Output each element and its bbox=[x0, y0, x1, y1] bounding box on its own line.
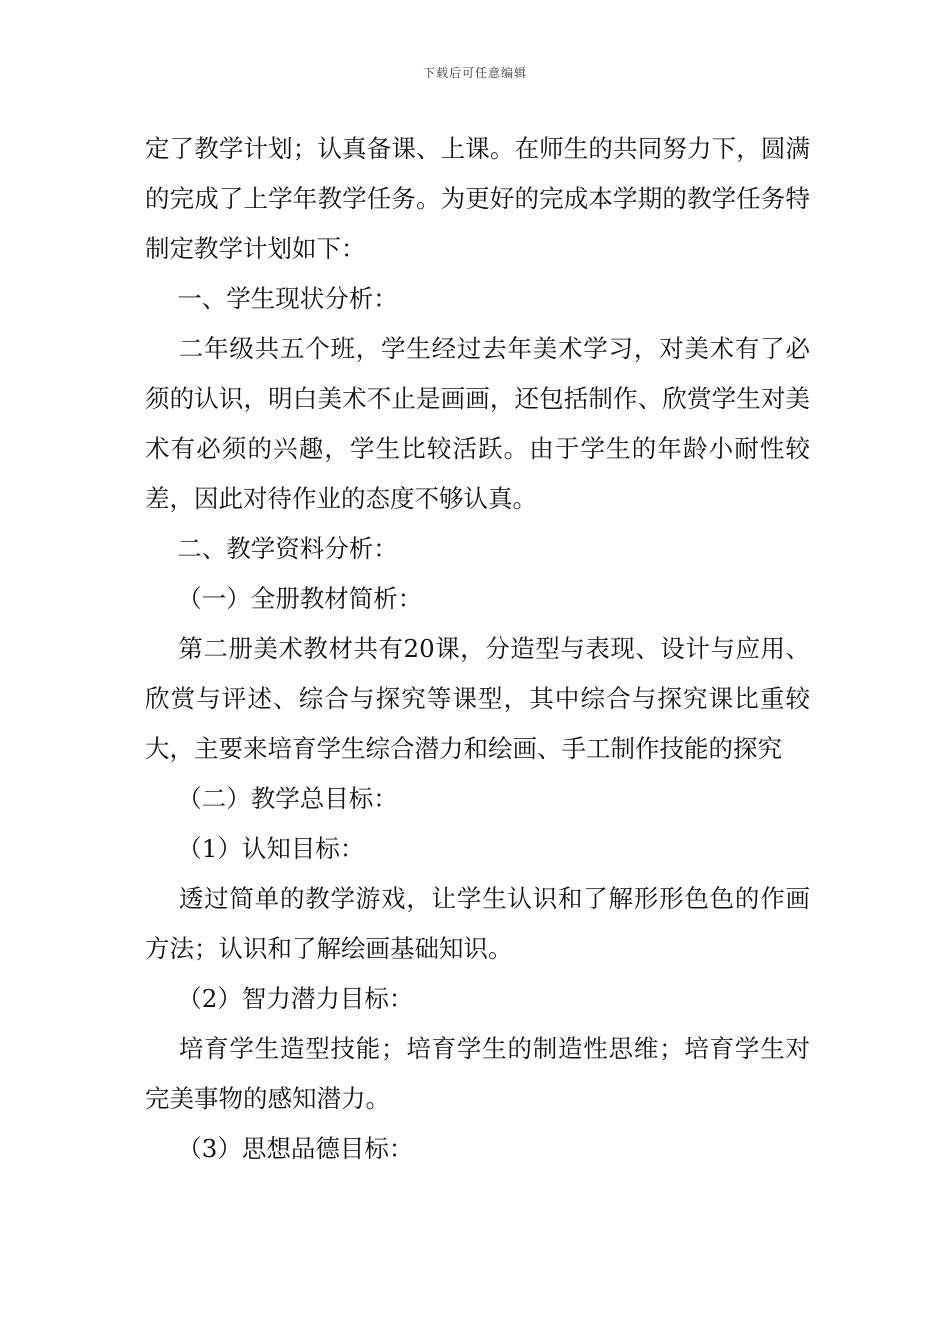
subheading-teaching-goals: （二）教学总目标： bbox=[145, 784, 398, 813]
paragraph-student-analysis: 二年级共五个班，学生经过去年美术学习，对美术有了必须的认识，明白美术不止是画画，还包括制作、欣赏学生对美术有必须的兴趣，学生比较活跃。由于学生的年龄小耐性较差，因此对待作业的态度不够认真。 bbox=[145, 334, 810, 513]
document-body bbox=[145, 124, 810, 1174]
subheading-moral-goal: （3）思想品德目标： bbox=[145, 1134, 414, 1163]
page-header: 下载后可任意编辑 bbox=[422, 66, 527, 80]
subheading-cognitive-goal: （1）认知目标： bbox=[145, 834, 365, 863]
subheading-textbook-overview: （一）全册教材简析： bbox=[145, 584, 423, 613]
paragraph-cognitive-goal: 透过简单的教学游戏，让学生认识和了解形形色色的作画方法；认识和了解绘画基础知识。 bbox=[145, 884, 810, 963]
paragraph-textbook-overview: 第二册美术教材共有20课，分造型与表现、设计与应用、欣赏与评述、综合与探究等课型，其中综合与探究课比重较大，主要来培育学生综合潜力和绘画、手工制作技能的探究 bbox=[145, 634, 810, 763]
heading-material-analysis: 二、教学资料分析： bbox=[145, 534, 398, 563]
paragraph-intro: 定了教学计划；认真备课、上课。在师生的共同努力下，圆满的完成了上学年教学任务。为更好的完成本学期的教学任务特制定教学计划如下： bbox=[145, 134, 810, 263]
paragraph-ability-goal: 培育学生造型技能；培育学生的制造性思维；培育学生对完美事物的感知潜力。 bbox=[145, 1034, 810, 1113]
subheading-ability-goal: （2）智力潜力目标： bbox=[145, 984, 414, 1013]
heading-student-analysis: 一、学生现状分析： bbox=[145, 284, 398, 313]
